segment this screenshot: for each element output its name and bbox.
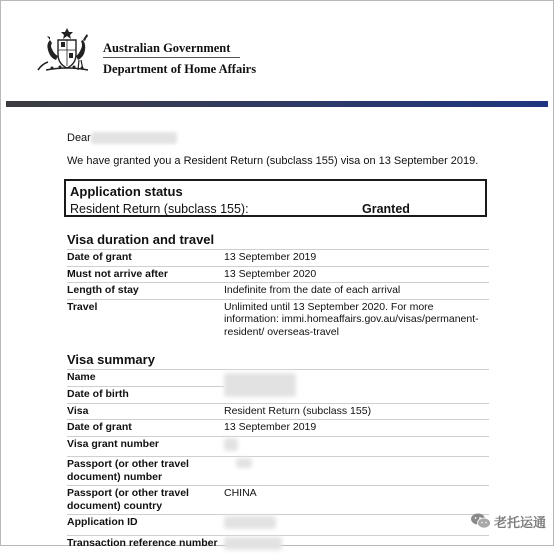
row-value: 13 September 2019	[224, 250, 489, 267]
row-key: Length of stay	[67, 283, 224, 300]
row-value: Indefinite from the date of each arrival	[224, 283, 489, 300]
section-heading-summary: Visa summary	[67, 352, 155, 367]
table-row	[67, 420, 489, 437]
row-key: Name	[67, 370, 224, 387]
redacted-block	[224, 516, 276, 529]
table-row	[67, 250, 489, 267]
row-key: Must not arrive after	[67, 266, 224, 283]
redacted-block	[224, 438, 238, 451]
visa-duration-table	[67, 249, 489, 340]
status-value: Granted	[362, 202, 410, 216]
row-key: Date of birth	[67, 386, 224, 403]
row-value: Resident Return (subclass 155)	[224, 403, 489, 420]
row-value: Unlimited until 13 September 2020. For more information: immi.homeaffairs.gov.au/visas/permanent-resident/ overseas-travel	[224, 299, 489, 340]
status-title: Application status	[70, 184, 183, 199]
application-status-box	[64, 179, 487, 217]
row-key: Transaction reference number	[67, 535, 224, 555]
grant-notice: We have granted you a Resident Return (subclass 155) visa on 13 September 2019.	[67, 155, 479, 167]
letterhead	[0, 0, 554, 108]
table-row	[67, 266, 489, 283]
department-name: Department of Home Affairs	[103, 62, 257, 76]
watermark-text: 老托运通	[494, 516, 547, 531]
wechat-icon	[470, 512, 492, 530]
header-bar	[6, 101, 548, 107]
table-row	[67, 436, 489, 457]
row-key: Passport (or other travel document) number	[67, 457, 224, 486]
table-row	[67, 299, 489, 340]
org-name: Australian Government	[103, 41, 231, 55]
watermark	[470, 510, 554, 534]
table-row	[67, 283, 489, 300]
table-row	[67, 515, 489, 536]
redacted-name	[91, 132, 177, 144]
table-row	[67, 535, 489, 555]
row-value-redacted	[224, 436, 489, 457]
row-key: Date of grant	[67, 250, 224, 267]
salutation-text: Dear	[67, 132, 91, 144]
visa-summary-table	[67, 369, 489, 555]
row-key: Application ID	[67, 515, 224, 536]
section-heading-duration: Visa duration and travel	[67, 232, 215, 247]
row-value-redacted	[224, 535, 489, 555]
row-value: CHINA	[224, 486, 489, 515]
redacted-block	[224, 537, 282, 550]
row-value-redacted	[224, 370, 489, 404]
row-value-redacted	[224, 515, 489, 536]
table-row	[67, 486, 489, 515]
row-key: Visa	[67, 403, 224, 420]
status-label: Resident Return (subclass 155):	[70, 202, 249, 216]
table-row	[67, 403, 489, 420]
row-value-redacted	[224, 457, 489, 486]
row-value: 13 September 2020	[224, 266, 489, 283]
redacted-block	[236, 458, 252, 468]
table-row	[67, 370, 489, 387]
row-key: Travel	[67, 299, 224, 340]
header-divider	[103, 57, 240, 58]
row-key: Visa grant number	[67, 436, 224, 457]
row-value: 13 September 2019	[224, 420, 489, 437]
coat-of-arms-logo	[36, 26, 98, 74]
row-key: Passport (or other travel document) country	[67, 486, 224, 515]
salutation	[67, 132, 91, 144]
redacted-block	[224, 373, 296, 397]
row-key: Date of grant	[67, 420, 224, 437]
table-row	[67, 457, 489, 486]
